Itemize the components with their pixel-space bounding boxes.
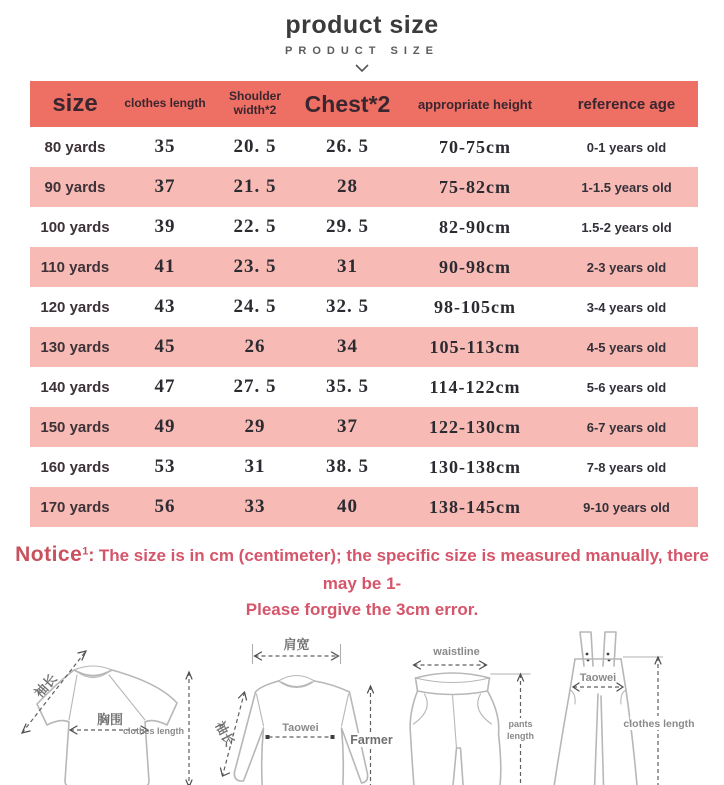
shoulder-cell: 23. 5 (233, 256, 277, 277)
size-cell: 130 yards (40, 338, 110, 356)
height-cell: 138-145cm (429, 496, 521, 517)
sleeve-length-label: 袖长 (32, 671, 61, 702)
table-row (30, 167, 698, 207)
shoulder-cell: 24. 5 (233, 296, 277, 317)
notice-superscript: 1 (82, 545, 89, 558)
column-header-height: appropriate height (417, 96, 533, 112)
clothes-length-cell: 43 (154, 296, 176, 317)
page-title: product size (285, 11, 439, 39)
height-cell: 98-105cm (434, 296, 516, 317)
pants-length-label-line1: pants (508, 719, 533, 729)
shoulder-cell: 31 (244, 456, 266, 477)
age-cell: 0-1 years old (586, 139, 667, 155)
column-header-size: size (52, 90, 98, 117)
size-cell: 170 yards (40, 498, 110, 516)
notice-line1: The size is in cm (centimeter); the specific size is measured manually, there may be 1- (98, 546, 709, 593)
chest-cell: 28 (337, 176, 358, 197)
tee-diagram (16, 634, 208, 785)
age-cell: 4-5 years old (586, 339, 667, 355)
notice-colon: : (88, 545, 95, 565)
pants-length-label-line2: length (507, 731, 534, 741)
shoulder-width-label: 肩宽 (283, 638, 310, 653)
age-cell: 2-3 years old (586, 259, 667, 275)
height-cell: 75-82cm (439, 176, 511, 197)
shoulder-header-line1: Shoulder (228, 89, 281, 104)
clothes-length-label: clothes length (623, 718, 695, 730)
table-row (30, 487, 698, 527)
height-cell: 105-113cm (429, 336, 521, 357)
height-cell: 90-98cm (439, 256, 511, 277)
shoulder-cell: 21. 5 (233, 176, 277, 197)
size-cell: 100 yards (40, 218, 110, 236)
chest-cell: 35. 5 (326, 376, 369, 397)
overalls-diagram (548, 626, 722, 785)
height-cell: 70-75cm (439, 136, 511, 157)
height-cell: 82-90cm (439, 216, 511, 237)
clothes-length-cell: 47 (154, 376, 176, 397)
clothes-length-cell: 39 (154, 216, 176, 237)
size-table (30, 81, 698, 527)
chest-label: Taowei (282, 722, 319, 734)
table-row (30, 407, 698, 447)
shoulder-header-line2: width*2 (233, 103, 277, 117)
chest-cell: 37 (337, 416, 358, 437)
column-header-shoulder (210, 90, 300, 118)
age-cell: 3-4 years old (586, 299, 667, 315)
chest-cell: 26. 5 (326, 136, 369, 157)
shoulder-cell: 22. 5 (233, 216, 277, 237)
shoulder-cell: 20. 5 (233, 136, 277, 157)
age-cell: 7-8 years old (586, 459, 667, 475)
table-row (30, 447, 698, 487)
size-cell: 90 yards (44, 178, 106, 196)
clothes-length-cell: 37 (154, 176, 176, 197)
clothes-length-cell: 49 (154, 416, 176, 437)
column-header-age: reference age (577, 95, 676, 113)
title-block (0, 0, 724, 72)
chest-cell: 31 (337, 256, 358, 277)
size-cell: 110 yards (40, 258, 110, 276)
shoulder-cell: 27. 5 (233, 376, 277, 397)
age-cell: 1-1.5 years old (581, 179, 672, 195)
height-cell: 130-138cm (429, 456, 521, 477)
longsleeve-diagram (208, 634, 398, 785)
chest-label: 胸围 (96, 713, 124, 728)
shoulder-cell: 26 (244, 336, 266, 357)
clothes-length-cell: 35 (154, 136, 176, 157)
height-cell: 114-122cm (429, 376, 521, 397)
age-cell: 1.5-2 years old (581, 219, 672, 235)
size-cell: 160 yards (40, 458, 110, 476)
clothes-length-cell: 56 (154, 496, 176, 517)
table-row (30, 247, 698, 287)
size-cell: 150 yards (40, 418, 110, 436)
table-row (30, 367, 698, 407)
table-row (30, 327, 698, 367)
chest-cell: 34 (337, 336, 358, 357)
chest-cell: 29. 5 (326, 216, 369, 237)
chest-cell: 32. 5 (326, 296, 369, 317)
shoulder-cell: 29 (244, 416, 266, 437)
age-cell: 6-7 years old (586, 419, 667, 435)
height-cell: 122-130cm (429, 416, 521, 437)
waistline-label: waistline (433, 646, 480, 658)
chest-cell: 38. 5 (326, 456, 369, 477)
table-row (30, 207, 698, 247)
chevron-down-icon (0, 64, 724, 72)
clothes-length-cell: 53 (154, 456, 176, 477)
size-cell: 120 yards (40, 298, 110, 316)
measurement-diagrams (0, 626, 724, 785)
chest-label: Taowei (579, 672, 617, 684)
age-cell: 9-10 years old (583, 499, 670, 515)
page-subtitle: PRODUCT SIZE (285, 45, 439, 57)
notice-line2: Please forgive the 3cm error. (245, 599, 479, 619)
shorts-diagram (398, 634, 548, 785)
size-cell: 140 yards (40, 378, 110, 396)
sleeve-length-label: 袖长 (211, 719, 237, 750)
clothes-length-label: clothes length (122, 726, 184, 736)
notice-label: Notice (15, 543, 83, 566)
table-row (30, 287, 698, 327)
column-header-clothes-length: clothes length (124, 96, 206, 111)
shoulder-cell: 33 (244, 496, 266, 517)
column-header-chest: Chest*2 (304, 90, 391, 117)
clothes-length-cell: 41 (154, 256, 176, 277)
age-cell: 5-6 years old (586, 379, 667, 395)
table-header-row (30, 81, 698, 127)
table-row (30, 127, 698, 167)
size-cell: 80 yards (44, 138, 106, 156)
body-length-label: Farmer (350, 733, 393, 747)
chest-cell: 40 (337, 496, 358, 517)
notice-text (0, 539, 724, 622)
clothes-length-cell: 45 (154, 336, 176, 357)
